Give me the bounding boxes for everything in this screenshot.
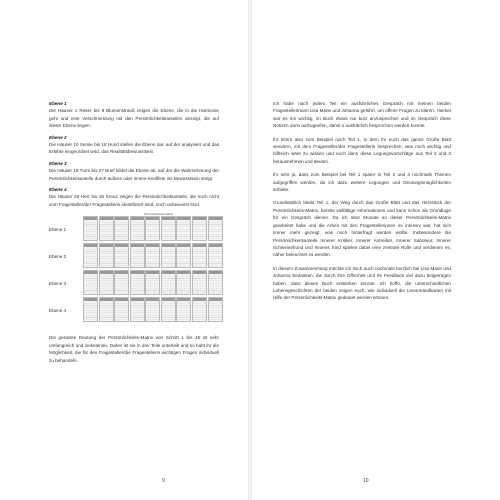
right-paragraph-1: Ich habe nach jedem Teil ein ausführliches Gespräch mit meinen beiden Fragestellerinnen Lisa Marie und Johanna geführt, um offene Fragen zu klären. Hierbei war es mir wichtig, im Buch etwas nur kurz anzusprechen und im Gespräch diese Notizen dann aufzugreifen, damit n ausführlich besprochen werden konnte. [273, 101, 451, 129]
matrix-card-cell [161, 243, 176, 268]
ebene-4-section [49, 186, 219, 208]
ebene-3-section [49, 160, 219, 182]
ebene-3-title: Ebene 3 [49, 160, 67, 166]
row-label-ebene-4: Ebene 4 [49, 308, 67, 314]
matrix-card-cell [192, 270, 207, 295]
matrix-card-cell [83, 270, 98, 295]
matrix-card-cell [208, 297, 223, 322]
ebene-2-text: Die Häuser 10 Sense bis 18 Hund stellen die Ebene dar, auf der analysiert und das Erlebte eingeordnet wird, das Realitätsbewusstsein. [49, 142, 219, 155]
row-label-ebene-3: Ebene 3 [49, 281, 67, 287]
row-label-ebene-2: Ebene 2 [49, 254, 67, 260]
matrix-row [83, 216, 223, 241]
ebene-1-section [49, 100, 219, 130]
matrix-row [83, 270, 223, 295]
matrix-card-cell [83, 297, 98, 322]
matrix-card-cell [130, 270, 145, 295]
matrix-card-cell [130, 216, 145, 241]
ebene-2-title: Ebene 2 [49, 134, 67, 140]
matrix-card-cell [161, 216, 176, 241]
matrix-row [83, 297, 223, 322]
matrix-card-cell [99, 243, 114, 268]
matrix-card-cell [99, 216, 114, 241]
matrix-card-cell [83, 243, 98, 268]
matrix-card-cell [99, 270, 114, 295]
matrix-card-cell [83, 216, 98, 241]
matrix-card-cell [161, 270, 176, 295]
matrix-card-cell [130, 243, 145, 268]
matrix-card-cell [208, 270, 223, 295]
ebene-4-text: Die Häuser 28 Herr bis 36 Kreuz zeigen die Persönlichkeitsanteile, die noch nicht vom Fragesteller/der Fragestellerin identifiziert sind, noch unbewusst sind. [49, 194, 219, 207]
matrix-card-cell [161, 297, 176, 322]
matrix-card-cell [176, 297, 191, 322]
matrix-card-cell [145, 243, 160, 268]
matrix-card-cell [145, 270, 160, 295]
right-paragraph-4: Grundsätzlich bleibt Teil 1, der Weg durch das Große Blatt und das Herzstück der Persönlichkeits-Matrix, bereits vielfältige Informationen und kann schon als Grundlage für ein Gespräch dienen. Da ich über Monate an dieser Persönlichkeits-Matrix gearbeitet habe und die Arbeit mit den Fragestellerinnen so intensiv war, hat sich immer mehr gezeigt, was noch hinterfragt werden wollte. Insbesondere die Persönlichkeitsanteile Innerer Kritiker, Innerer Antreiber, Innerer Saboteur, Innerer Schweinehund und Inneres Kind spielen dabei eine zentrale Rolle und verdienen es, näher beleuchtet zu werden. [273, 200, 451, 258]
matrix-card-cell [176, 270, 191, 295]
matrix-card-cell [208, 243, 223, 268]
matrix-title: Persönlichkeits-Matrix [144, 212, 174, 217]
right-paragraph-5: In diesem Zusammenhang möchte ich mich auch nochmals herzlich bei Lisa Marie und Johanna bedanken, die durch ihre Offenheit und ihr Feedback viel dazu beigetragen haben, dass dieses Buch entstehen konnte. Ich hoffe, die unterschiedlichen Lebensgeschichten der beiden zeigen euch, wie individuell die Lenormandkarten mit Hilfe der Persönlichkeits-Matrix gedeutet werden können. [273, 265, 451, 301]
ebene-2-section [49, 134, 219, 156]
left-text-column [49, 100, 219, 368]
ebene-3-text: Die Häuser 19 Turm bis 27 Brief bildet die Ebene ab, auf der die Wahrnehmung der Persönlichkeitsanteile durch äußere oder innere Konflikte ins Bewusstsein steigt. [49, 168, 219, 181]
matrix-card-cell [114, 297, 129, 322]
ebene-1-text: Die Häuser 1 Reiter bis 9 Blumenstrauß zeigen die Ebene, die in die Harmonie geht und eine Verschmelzung mit den Persönlichkeitsanteilen anzeigt, die auf dieser Ebene liegen. [49, 108, 219, 129]
closing-paragraph: Die gesamte Deutung der Persönlichkeits-Matrix von Schritt 1 bis 45 ist sehr umfangreich und zeitintensiv. Daher ist sie in drei Teile unterteilt und so habt ihr die Möglichkeit, die für den Fragesteller/die Fragestellerin wichtigen Fragen individuell zu behandeln. [49, 335, 219, 363]
matrix-card-cell [176, 243, 191, 268]
matrix-grid [83, 216, 223, 324]
page-number-left: 9 [162, 478, 165, 484]
matrix-card-cell [176, 216, 191, 241]
matrix-card-cell [208, 216, 223, 241]
matrix-card-cell [114, 270, 129, 295]
personality-matrix-figure [49, 212, 219, 330]
matrix-card-cell [192, 243, 207, 268]
matrix-card-cell [145, 216, 160, 241]
ebene-1-title: Ebene 1 [49, 101, 67, 106]
matrix-card-cell [192, 297, 207, 322]
matrix-card-cell [130, 297, 145, 322]
matrix-card-cell [114, 243, 129, 268]
right-paragraph-2: Ihr könnt also zum Beispiel nach Teil 1, in dem ihr euch das ganze Große Blatt wendern, mit dem Fragesteller/der Fragestellerin besprechen, was noch wichtig und hilfreich wäre zu wissen und euch dann diese Legungsvorschläge aus Teil 2 und 3 herausnehmen und deuten. [273, 136, 451, 164]
right-text-column [273, 100, 451, 308]
row-label-ebene-1: Ebene 1 [49, 227, 67, 233]
matrix-row [83, 243, 223, 268]
matrix-card-cell [145, 297, 160, 322]
matrix-card-cell [192, 216, 207, 241]
page-number-right: 10 [363, 478, 369, 484]
ebene-4-title: Ebene 4 [49, 187, 67, 193]
right-paragraph-3: Ihr seht ja, dass zum Beispiel bei Teil 1 später in Teil 2 und 3 nochmals Themen aufgegriffen werden, da ich dazu weitere Legungen und Deutungsmöglichkeiten anbiete. [273, 172, 451, 193]
matrix-card-cell [99, 297, 114, 322]
right-page [250, 0, 500, 500]
matrix-card-cell [114, 216, 129, 241]
